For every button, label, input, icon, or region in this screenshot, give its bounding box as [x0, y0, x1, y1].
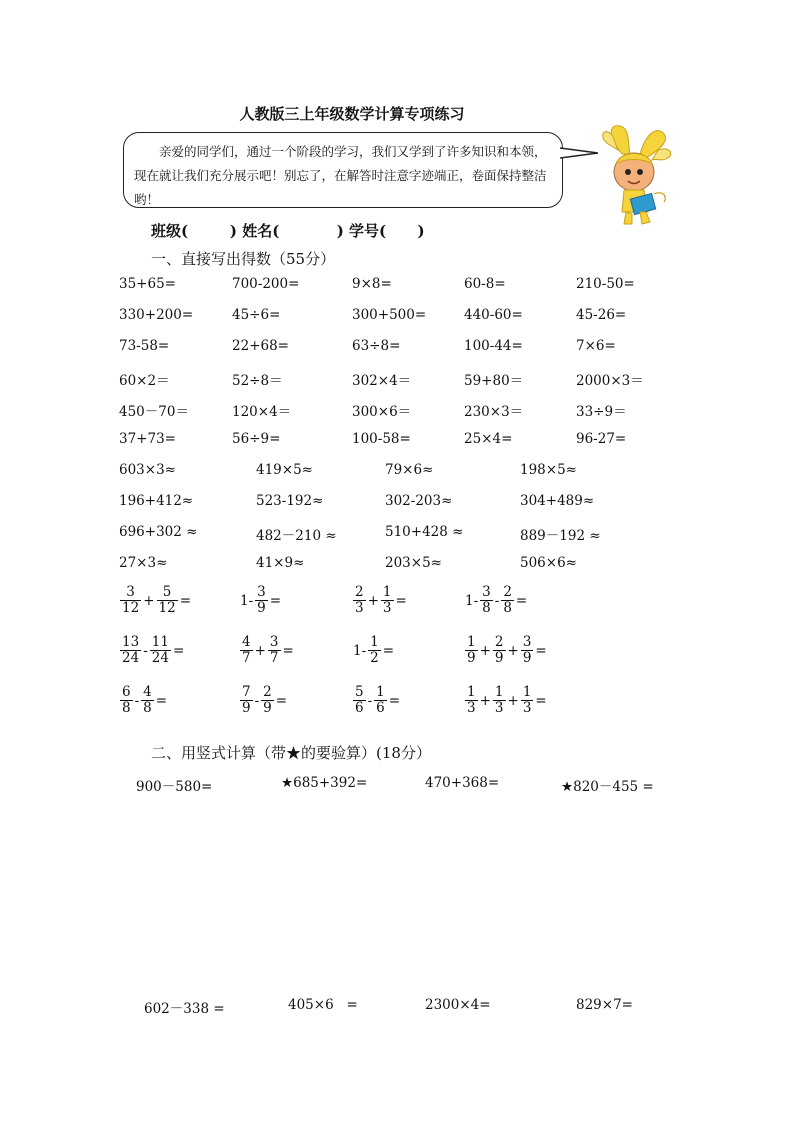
math-problem: 37+73=: [119, 431, 176, 447]
numerator: 5: [162, 584, 172, 600]
operator: +: [479, 642, 491, 659]
numerator: 2: [494, 634, 504, 650]
math-problem: 63÷8=: [352, 338, 401, 354]
denominator: 9: [257, 600, 266, 616]
denominator: 3: [494, 700, 504, 716]
fraction: [368, 635, 381, 666]
numerator: 11: [151, 634, 169, 650]
denominator: 8: [122, 700, 131, 716]
fraction: [240, 635, 253, 666]
math-problem: 7×6=: [576, 338, 616, 354]
math-problem: 60-8=: [464, 276, 506, 292]
operator: -: [254, 692, 260, 709]
math-problem: 45÷6=: [232, 307, 281, 323]
fraction-problem: [119, 635, 185, 666]
math-problem: 60×2＝: [119, 373, 170, 389]
mental-math-row: [0, 338, 794, 360]
math-problem: 33÷9＝: [576, 404, 627, 420]
fraction-problem: [352, 685, 401, 716]
fraction: [261, 685, 274, 716]
operator: =: [155, 692, 168, 709]
operator: +: [143, 592, 155, 609]
denominator: 6: [355, 700, 364, 716]
operator: =: [179, 592, 191, 609]
mascot-icon: [596, 124, 676, 228]
numerator: 1: [382, 584, 392, 600]
numerator: 1: [370, 634, 379, 650]
numerator: 3: [269, 634, 279, 650]
denominator: 8: [143, 700, 152, 716]
denominator: 24: [151, 650, 169, 666]
denominator: 2: [370, 650, 379, 666]
vertical-problem: 900－580=: [136, 779, 213, 795]
fraction-problem: [119, 685, 168, 716]
operator: =: [172, 642, 185, 659]
estimation-problem: 196+412≈: [119, 493, 194, 509]
section2-heading: 二、用竖式计算（带★的要验算）(18分）: [151, 744, 431, 762]
estimation-problem: 603×3≈: [119, 462, 176, 478]
vertical-problem: 2300×4=: [425, 997, 491, 1013]
fraction: [353, 685, 366, 716]
operator: -: [494, 592, 500, 609]
math-problem: 59+80＝: [464, 373, 524, 389]
vertical-problem: ★685+392=: [281, 775, 368, 791]
fraction: [120, 685, 133, 716]
intro-text: 亲爱的同学们，通过一个阶段的学习，我们又学到了许多知识和本领，现在就让我们充分展示吧！别忘了，在解答时注意字迹端正，卷面保持整洁哟！: [134, 144, 547, 207]
intro-bubble: [123, 132, 563, 208]
operator: +: [254, 642, 266, 659]
estimation-problem: 419×5≈: [256, 462, 313, 478]
numerator: 1: [467, 634, 476, 650]
denominator: 6: [376, 700, 385, 716]
operator: =: [395, 592, 407, 609]
math-problem: 52÷8＝: [232, 373, 283, 389]
math-problem: 45-26=: [576, 307, 627, 323]
fraction: [255, 585, 268, 616]
numerator: 1: [376, 684, 385, 700]
math-problem: 440-60=: [464, 307, 523, 323]
numerator: 1: [494, 684, 504, 700]
denominator: 9: [494, 650, 504, 666]
operator: =: [535, 642, 547, 659]
fraction: [501, 585, 514, 616]
operator: 1-: [353, 642, 367, 659]
numerator: 3: [126, 584, 135, 600]
fraction: [353, 585, 366, 616]
math-problem: 700-200=: [232, 276, 300, 292]
mental-math-row: [0, 307, 794, 329]
fraction-problem: [239, 685, 288, 716]
denominator: 12: [158, 600, 176, 616]
estimation-problem: 696+302 ≈: [119, 524, 198, 540]
numerator: 13: [122, 634, 140, 650]
estimation-problem: 523-192≈: [256, 493, 324, 509]
mental-math-row: [0, 369, 794, 391]
math-problem: 230×3＝: [464, 404, 524, 420]
math-problem: 300+500=: [352, 307, 427, 323]
estimation-problem: 27×3≈: [119, 555, 168, 571]
math-problem: 56÷9=: [232, 431, 281, 447]
math-problem: 300×6＝: [352, 404, 412, 420]
operator: -: [143, 642, 148, 659]
fraction: [240, 685, 253, 716]
numerator: 2: [503, 584, 512, 600]
fraction-problem: [239, 585, 282, 616]
numerator: 2: [263, 684, 272, 700]
denominator: 3: [382, 600, 392, 616]
operator: =: [535, 692, 547, 709]
vertical-problem: 470+368=: [425, 775, 500, 791]
denominator: 7: [242, 650, 251, 666]
denominator: 9: [522, 650, 532, 666]
estimation-problem: 889－192 ≈: [520, 528, 601, 544]
vertical-problem: 405×6 =: [288, 997, 358, 1013]
math-problem: 9×8=: [352, 276, 392, 292]
mental-math-row: [0, 400, 794, 422]
fraction: [150, 635, 171, 666]
math-problem: 96-27=: [576, 431, 627, 447]
denominator: 8: [503, 600, 512, 616]
numerator: 4: [242, 634, 251, 650]
numerator: 7: [242, 684, 251, 700]
math-problem: 330+200=: [119, 307, 194, 323]
estimation-problem: 302-203≈: [385, 493, 453, 509]
fraction: [120, 635, 141, 666]
operator: =: [282, 642, 294, 659]
fraction: [480, 585, 493, 616]
vertical-problem: ★820－455 =: [561, 779, 654, 795]
math-problem: 22+68=: [232, 338, 289, 354]
math-problem: 210-50=: [576, 276, 635, 292]
math-problem: 450－70＝: [119, 404, 189, 420]
operator: =: [388, 692, 401, 709]
student-info-line: 班级( ) 姓名( ) 学号( ): [151, 222, 425, 240]
denominator: 12: [122, 600, 140, 616]
fraction-problem: [464, 585, 528, 616]
vertical-row-2: [0, 997, 794, 1019]
fraction: [465, 685, 478, 716]
operator: -: [367, 692, 373, 709]
fraction-problem: [239, 635, 295, 666]
fraction-problem: [464, 685, 548, 716]
estimation-problem: 198×5≈: [520, 462, 577, 478]
fraction-problem: [352, 585, 408, 616]
fraction-problem: [119, 585, 192, 616]
denominator: 7: [269, 650, 279, 666]
fraction-problem: [464, 635, 548, 666]
denominator: 24: [122, 650, 140, 666]
vertical-problem: 602－338 =: [144, 1001, 225, 1017]
denominator: 3: [522, 700, 532, 716]
operator: 1-: [465, 592, 479, 609]
numerator: 4: [143, 684, 152, 700]
estimation-row: [0, 462, 794, 484]
denominator: 9: [467, 650, 476, 666]
operator: =: [382, 642, 395, 659]
estimation-problem: 79×6≈: [385, 462, 434, 478]
fraction: [120, 585, 141, 616]
numerator: 3: [257, 584, 266, 600]
estimation-row: [0, 493, 794, 515]
vertical-problem: 829×7=: [576, 997, 633, 1013]
math-problem: 302×4＝: [352, 373, 412, 389]
numerator: 1: [467, 684, 476, 700]
fraction-row: [0, 685, 794, 725]
denominator: 9: [242, 700, 251, 716]
operator: =: [515, 592, 528, 609]
estimation-problem: 510+428 ≈: [385, 524, 464, 540]
numerator: 6: [122, 684, 131, 700]
operator: 1-: [240, 592, 254, 609]
estimation-problem: 304+489≈: [520, 493, 595, 509]
denominator: 3: [355, 600, 364, 616]
estimation-problem: 482－210 ≈: [256, 528, 337, 544]
estimation-problem: 203×5≈: [385, 555, 442, 571]
numerator: 1: [522, 684, 532, 700]
fraction: [521, 635, 534, 666]
fraction: [465, 635, 478, 666]
operator: +: [479, 692, 491, 709]
denominator: 3: [467, 700, 476, 716]
estimation-problem: 41×9≈: [256, 555, 305, 571]
operator: =: [269, 592, 282, 609]
estimation-problem: 506×6≈: [520, 555, 577, 571]
estimation-row: [0, 555, 794, 577]
section1-heading: 一、直接写出得数（55分）: [151, 250, 336, 268]
mental-math-row: [0, 431, 794, 453]
numerator: 5: [355, 684, 364, 700]
denominator: 8: [482, 600, 491, 616]
fraction-problem: [352, 635, 395, 666]
fraction: [493, 635, 506, 666]
math-problem: 120×4＝: [232, 404, 292, 420]
operator: =: [275, 692, 288, 709]
estimation-row: [0, 524, 794, 546]
math-problem: 100-58=: [352, 431, 411, 447]
fraction-row: [0, 585, 794, 625]
fraction: [381, 585, 394, 616]
fraction-row: [0, 635, 794, 675]
numerator: 2: [355, 584, 364, 600]
math-problem: 25×4=: [464, 431, 513, 447]
operator: +: [507, 642, 519, 659]
fraction: [493, 685, 506, 716]
operator: +: [507, 692, 519, 709]
math-problem: 100-44=: [464, 338, 523, 354]
vertical-row-1: [0, 775, 794, 797]
numerator: 3: [482, 584, 491, 600]
fraction: [141, 685, 154, 716]
numerator: 3: [522, 634, 532, 650]
fraction: [268, 635, 281, 666]
fraction: [374, 685, 387, 716]
bubble-tail: [560, 146, 600, 160]
operator: -: [134, 692, 140, 709]
operator: +: [367, 592, 379, 609]
math-problem: 35+65=: [119, 276, 176, 292]
math-problem: 73-58=: [119, 338, 170, 354]
fraction: [521, 685, 534, 716]
page-title: 人教版三上年级数学计算专项练习: [239, 105, 465, 123]
fraction: [157, 585, 178, 616]
math-problem: 2000×3＝: [576, 373, 644, 389]
denominator: 9: [263, 700, 272, 716]
mental-math-row: [0, 276, 794, 298]
